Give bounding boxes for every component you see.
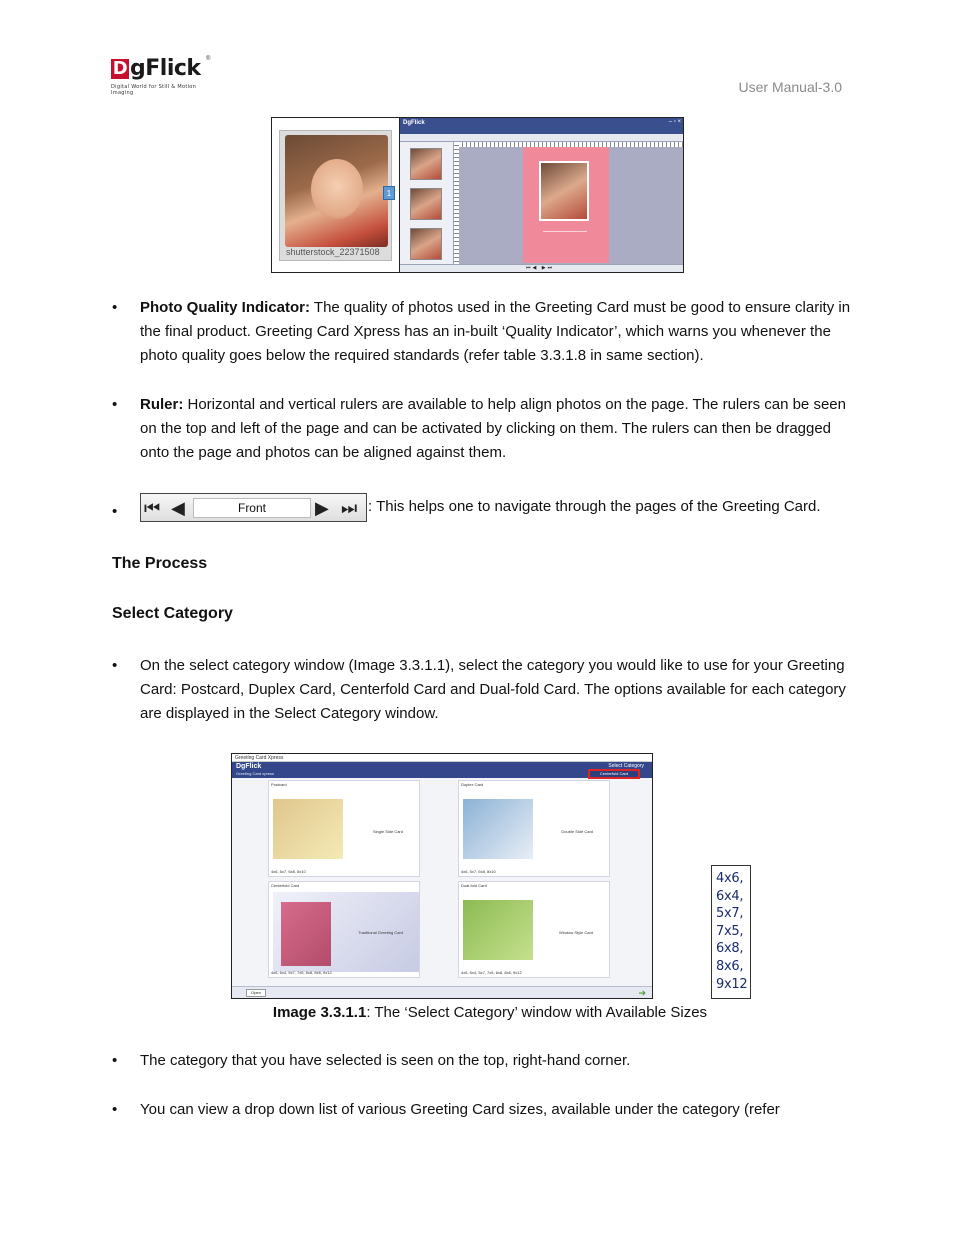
category-cell-duplex <box>458 780 610 877</box>
bullet-text: On the select category window (Image 3.3.1.1), select the category you would like to use for your Greeting Card: Postcard, Duplex Card, Centerfold Card and Dual-fold Card. The options available for each category are displayed in the Select Category window. <box>140 657 846 722</box>
bullet-ruler <box>112 393 852 465</box>
thumbnail-panel <box>400 142 454 264</box>
quality-indicator-panel <box>272 118 400 272</box>
category-title: Dual-fold Card <box>461 883 487 888</box>
photo-thumbnail-card <box>279 130 392 261</box>
category-title: Postcard <box>271 782 287 787</box>
heading-the-process: The Process <box>112 555 208 572</box>
bullet-text: Horizontal and vertical rulers are available to help align photos on the page. The rulers can be seen on the top and left of the page and can be activated by clicking on them. The rulers can then be dragged onto the page and photos can be aligned against them. <box>140 396 846 461</box>
category-cell-postcard <box>268 780 420 877</box>
bullet-label: Ruler: <box>140 396 184 413</box>
card-script-text <box>543 231 587 247</box>
size-option: 4x6, <box>716 871 744 886</box>
previous-page-icon: ◀ <box>171 497 185 518</box>
category-sizes: 4x6, 6x4, 5x7, 7x5, 6x8, 8x6, 9x12 <box>461 970 522 975</box>
postcard-image <box>273 799 343 859</box>
size-option: 6x8, <box>716 941 744 957</box>
toolbar-strip <box>400 134 683 142</box>
category-sizes: 4x6, 6x4, 5x7, 7x5, 6x8, 8x6, 9x12 <box>271 970 332 975</box>
bullet-size-dropdown <box>112 1098 852 1122</box>
bullet-text: You can view a drop down list of various Greeting Card sizes, available under the category (refer <box>140 1101 780 1118</box>
app-header-bar <box>232 762 652 778</box>
app-subtitle: Greeting Card xpress <box>236 771 275 776</box>
bullet-text: : This helps one to navigate through the pages of the Greeting Card. <box>368 498 821 515</box>
page-nav-mini-icon: ⏮◀ ▶⏭ <box>526 265 555 271</box>
app-mini-logo: DgFlick <box>403 120 425 126</box>
size-option: 7x5, <box>716 923 744 939</box>
dualfold-card-image <box>463 900 533 960</box>
card-photo <box>539 161 589 221</box>
category-description: Single Side Card <box>372 829 403 834</box>
logo-wordmark: D gFlick <box>112 56 201 81</box>
window-titlebar: Greeting Card Xpress <box>232 754 652 762</box>
photo-thumb <box>410 188 442 220</box>
bullet-text: The quality of photos used in the Greeting Card must be good to ensure clarity in the final product. Greeting Card Xpress has an in-built ‘Quality Indicator’, which warns you whenever the photo quality goes below the required standards (refer table 3.3.1.8 in same section). <box>140 299 851 364</box>
category-description: Window Style Card <box>558 930 593 935</box>
select-category-label: Select Category <box>608 763 644 769</box>
duplex-card-image <box>463 799 533 859</box>
dgflick-logo <box>111 56 211 96</box>
category-grid <box>268 780 614 980</box>
next-page-icon: ▶ <box>315 497 329 518</box>
size-option: 9x12 <box>716 976 748 992</box>
open-button: Open <box>246 989 266 997</box>
bullet-dot-icon: • <box>112 1101 118 1118</box>
quality-indicator-badge: 1 <box>383 186 395 200</box>
category-description: Double Side Card <box>561 829 593 834</box>
bullet-quality-indicator <box>112 296 852 368</box>
category-sizes: 4x6, 5x7, 6x8, 8x10 <box>271 869 306 874</box>
bullet-dot-icon: • <box>112 657 118 674</box>
bullet-text: The category that you have selected is seen on the top, right-hand corner. <box>140 1052 631 1069</box>
bullet-dot-icon: • <box>112 299 118 316</box>
category-title: Duplex Card <box>461 782 484 787</box>
next-arrow-icon: ➔ <box>638 988 646 998</box>
size-option: 5x7, <box>716 906 744 922</box>
photo-filename: shutterstock_22371508 <box>286 247 380 257</box>
bullet-dot-icon: • <box>112 396 118 413</box>
last-page-icon: ⏭ <box>341 497 358 518</box>
bullet-dot-icon: • <box>112 1052 118 1069</box>
available-sizes-list <box>711 865 751 999</box>
size-option: 6x4, <box>716 888 744 904</box>
app-status-bar <box>400 264 683 272</box>
bullet-select-category <box>112 654 852 726</box>
bullet-dot-icon: • <box>112 503 118 520</box>
greeting-card-preview <box>523 147 609 263</box>
page-navigation-bar <box>140 493 367 522</box>
bullet-page-navigation <box>112 491 852 523</box>
category-cell-centerfold <box>268 881 420 978</box>
photo-thumb <box>410 148 442 180</box>
design-canvas <box>459 147 683 264</box>
figure-caption <box>231 1004 749 1021</box>
category-sizes: 4x6, 5x7, 6x8, 8x10 <box>461 869 496 874</box>
category-title: Centerfold Card <box>271 883 300 888</box>
manual-version-label: User Manual-3.0 <box>738 79 842 95</box>
window-controls-icon: – ▫ × <box>668 119 681 125</box>
bullet-selected-category <box>112 1049 852 1073</box>
select-category-window-screenshot <box>231 753 653 999</box>
app-workspace-screenshot <box>400 118 683 272</box>
app-mini-logo: DgFlick <box>236 763 262 770</box>
screenshot-quality-ruler-figure <box>271 117 684 273</box>
app-titlebar <box>400 118 683 134</box>
registered-mark: ® <box>206 56 211 62</box>
bullet-label: Photo Quality Indicator: <box>140 299 311 316</box>
window-footer <box>232 986 652 998</box>
category-cell-dualfold <box>458 881 610 978</box>
girl-photo <box>285 135 388 247</box>
photo-thumb <box>410 228 442 260</box>
caption-label: Image 3.3.1.1 <box>272 1004 367 1021</box>
current-page-label: Front <box>193 498 311 518</box>
heading-select-category: Select Category <box>112 605 233 622</box>
size-option: 8x6, <box>716 958 744 974</box>
category-description: Traditional Greeting Card <box>358 930 403 935</box>
first-page-icon: ⏮ <box>144 497 161 518</box>
logo-tagline: Digital World for Still & Motion Imaging <box>111 84 197 96</box>
category-dropdown: Centerfold Card <box>588 769 640 779</box>
caption-text: : The ‘Select Category’ window with Available Sizes <box>366 1004 708 1021</box>
